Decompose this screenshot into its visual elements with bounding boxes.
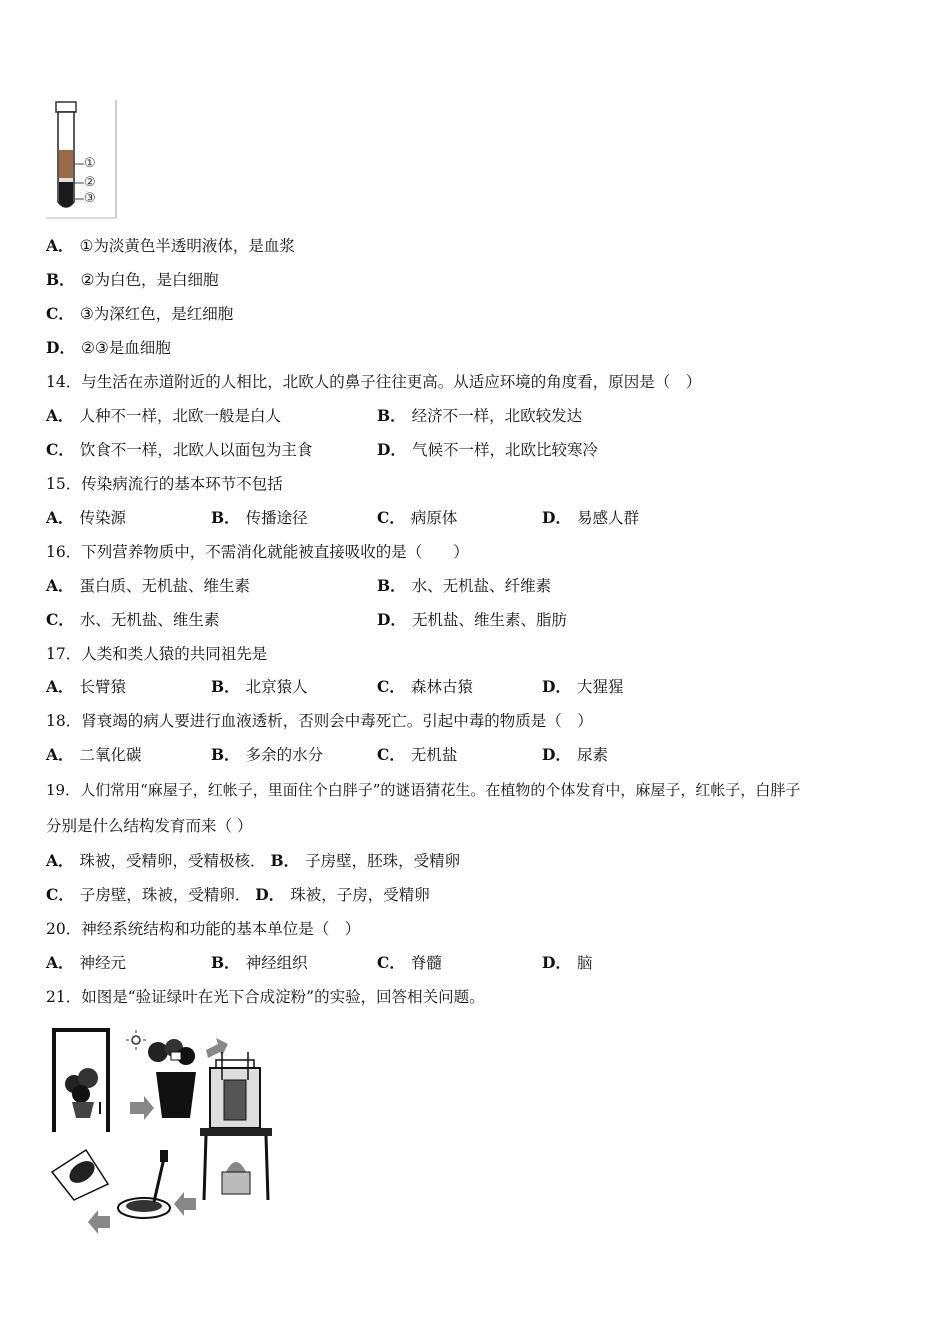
dark-cabinet-plant-icon — [54, 1030, 108, 1132]
petri-dish-dropper-icon — [118, 1150, 170, 1218]
q20-option-b: B． 神经组织 — [211, 953, 308, 972]
q17-option-a: A． 长臂猿 — [46, 677, 127, 696]
tube-marker-2: ② — [84, 175, 96, 190]
q19-stem-line2: 分别是什么结构发育而来（ ） — [46, 817, 253, 835]
tube-marker-3: ③ — [84, 191, 96, 206]
q14-option-d: D． 气候不一样，北欧比较寒冷 — [377, 440, 598, 459]
q16-option-d: D． 无机盐、维生素、脂肪 — [377, 610, 567, 629]
q16-option-b: B． 水、无机盐、纤维素 — [377, 576, 552, 595]
q15-option-d: D． 易感人群 — [542, 508, 639, 527]
q14-option-b: B． 经济不一样，北欧较发达 — [377, 406, 583, 425]
q14-option-c: C． 饮食不一样，北欧人以面包为主食 — [46, 440, 313, 459]
q19-stem-line1: 19．人们常用“麻屋子，红帐子，里面住个白胖子”的谜语猜花生。在植物的个体发育中，麻屋子，红帐子，白胖子 — [46, 781, 801, 799]
q15-option-a: A． 传染源 — [46, 508, 127, 527]
q15-option-b: B． 传播途径 — [211, 508, 308, 527]
starch-experiment-figure — [46, 1022, 276, 1234]
arrow-left-icon — [174, 1192, 196, 1216]
test-tube-icon — [44, 98, 120, 220]
q15-option-c: C． 病原体 — [377, 508, 458, 527]
q18-option-a: A． 二氧化碳 — [46, 745, 142, 764]
q16-option-a: A． 蛋白质、无机盐、维生素 — [46, 576, 251, 595]
blood-tube-figure — [44, 98, 120, 220]
q13-option-b: B． ②为白色，是白细胞 — [46, 270, 219, 289]
q14-stem: 14．与生活在赤道附近的人相比，北欧人的鼻子往往更高。从适应环境的角度看，原因是（ ） — [46, 373, 702, 391]
q19-option-cd: C． 子房壁，珠被，受精卵． D． 珠被，子房，受精卵 — [46, 885, 430, 904]
q18-option-b: B． 多余的水分 — [211, 745, 324, 764]
q18-stem: 18．肾衰竭的病人要进行血液透析，否则会中毒死亡。引起中毒的物质是（ ） — [46, 712, 593, 730]
q20-stem: 20．神经系统结构和功能的基本单位是（ ） — [46, 920, 361, 938]
q20-option-d: D． 脑 — [542, 953, 593, 972]
arrow-right-icon — [130, 1096, 154, 1120]
q17-stem: 17．人类和类人猿的共同祖先是 — [46, 645, 268, 663]
q15-stem: 15．传染病流行的基本环节不包括 — [46, 475, 283, 493]
tube-marker-1: ① — [84, 156, 96, 171]
q19-option-ab: A． 珠被，受精卵，受精极核． B． 子房壁，胚珠，受精卵 — [46, 851, 461, 870]
q17-option-d: D． 大猩猩 — [542, 677, 624, 696]
q16-option-c: C． 水、无机盐、维生素 — [46, 610, 220, 629]
q20-option-a: A． 神经元 — [46, 953, 127, 972]
q18-option-d: D． 尿素 — [542, 745, 608, 764]
q14-option-a: A． 人种不一样，北欧一般是白人 — [46, 406, 282, 425]
q13-option-a: A． ①为淡黄色半透明液体，是血浆 — [46, 236, 295, 255]
leaf-plate-icon — [52, 1150, 108, 1200]
water-bath-icon — [200, 1052, 272, 1200]
q21-stem: 21．如图是“验证绿叶在光下合成淀粉”的实验，回答相关问题。 — [46, 988, 485, 1006]
arrow-diagonal-icon — [206, 1038, 228, 1058]
q20-option-c: C． 脊髓 — [377, 953, 442, 972]
arrow-left-icon-2 — [88, 1210, 110, 1234]
q13-option-c: C． ③为深红色，是红细胞 — [46, 304, 234, 323]
q17-option-b: B． 北京猿人 — [211, 677, 308, 696]
q13-option-d: D． ②③是血细胞 — [46, 338, 171, 357]
q18-option-c: C． 无机盐 — [377, 745, 458, 764]
q17-option-c: C． 森林古猿 — [377, 677, 473, 696]
q16-stem: 16．下列营养物质中，不需消化就能被直接吸收的是（ ） — [46, 543, 469, 561]
